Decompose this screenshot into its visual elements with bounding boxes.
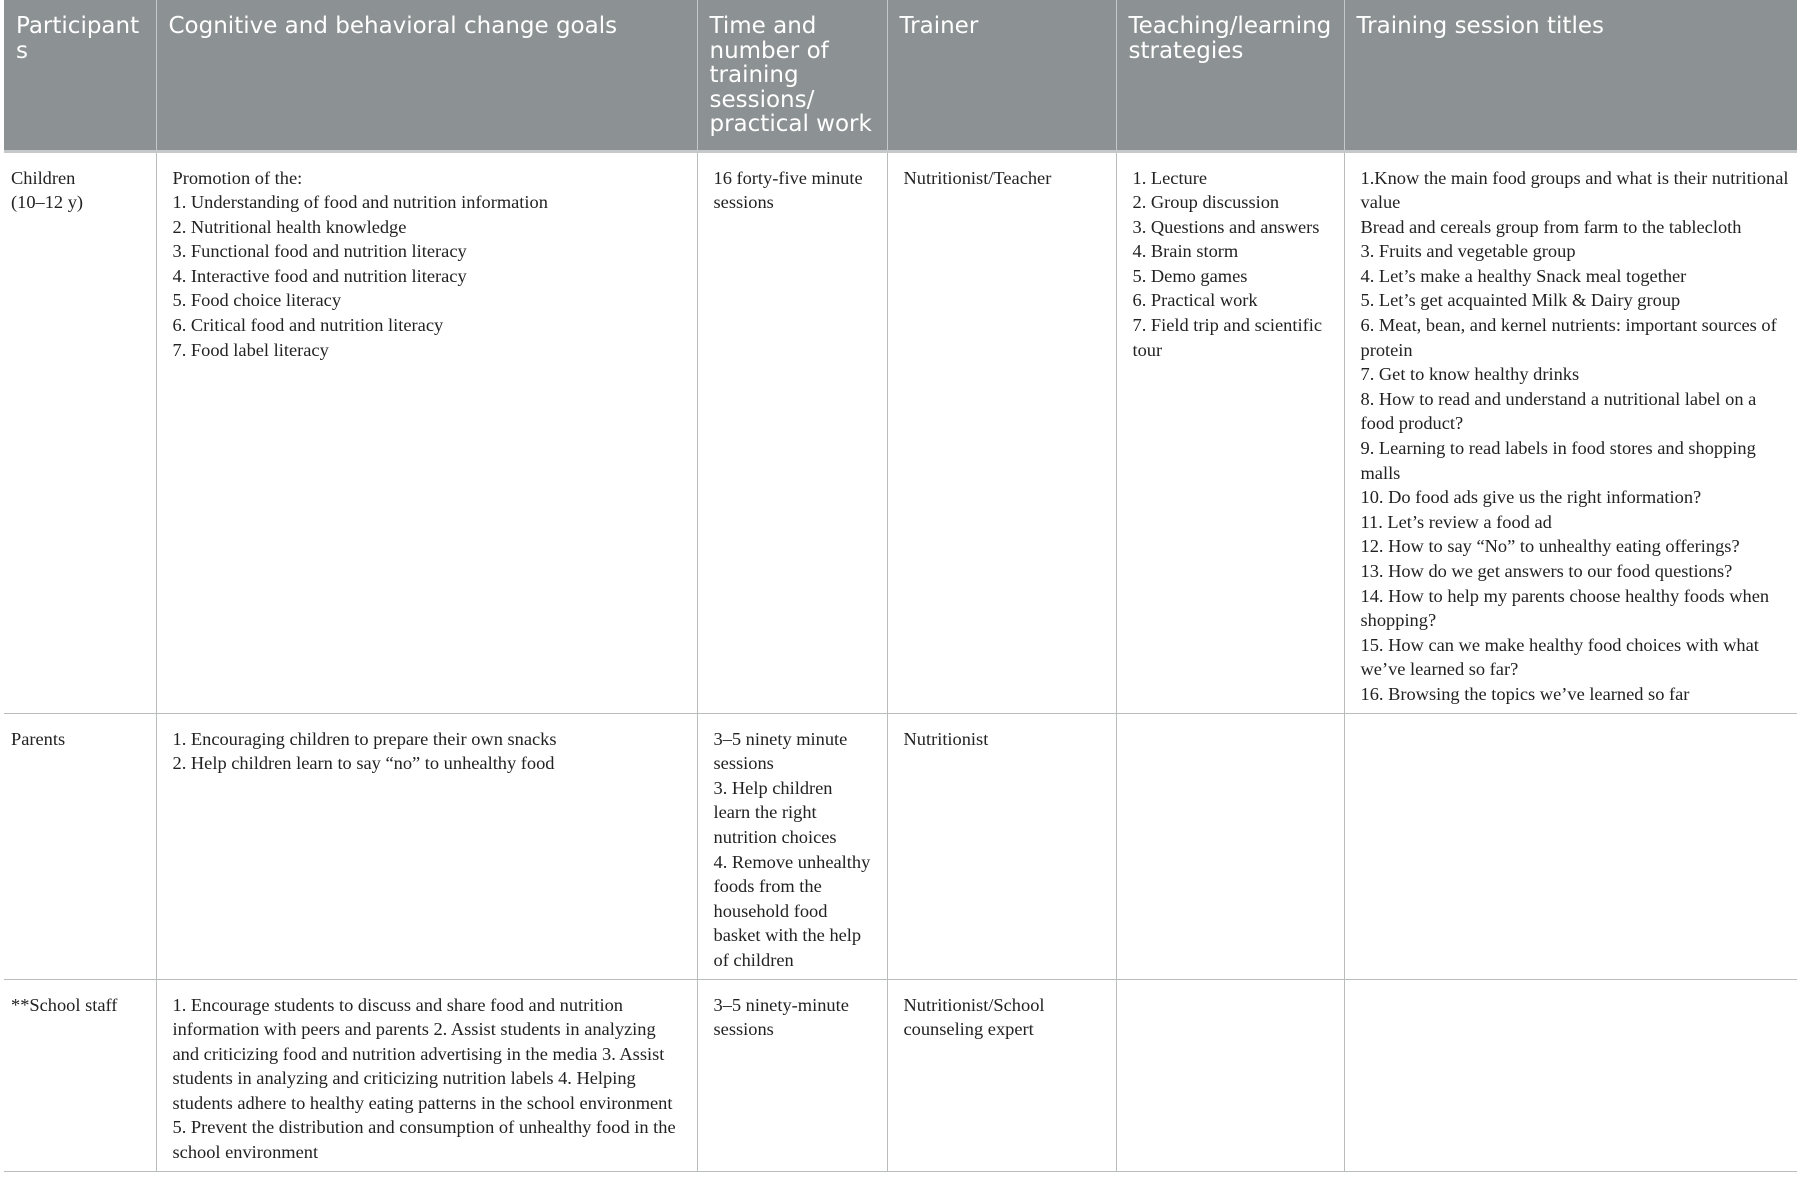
cell-goals <box>156 713 697 979</box>
time-item: 3. Help children learn the right nutrition choices <box>713 777 837 847</box>
table-header <box>4 0 1797 151</box>
cell-line: (10–12 y) <box>11 192 84 213</box>
session-title: 10. Do food ads give us the right information? <box>1360 487 1702 508</box>
goal-item: 3. Functional food and nutrition literacy <box>172 241 467 262</box>
cell-time <box>697 713 887 979</box>
session-title: 1.Know the main food groups and what is their nutritional value <box>1360 167 1789 213</box>
time-item: 3–5 ninety-minute sessions <box>713 994 849 1040</box>
session-title: 6. Meat, bean, and kernel nutrients: important sources of protein <box>1360 315 1777 360</box>
header-trainer: Trainer <box>887 0 1116 151</box>
session-title: 11. Let’s review a food ad <box>1360 511 1552 532</box>
goal-item: 2. Help children learn to say “no” to unhealthy food <box>172 753 555 774</box>
cell-time <box>697 151 887 713</box>
cell-strategies <box>1116 979 1344 1171</box>
cell-line: Parents <box>11 728 66 749</box>
session-title: 12. How to say “No” to unhealthy eating offerings? <box>1360 536 1740 557</box>
goal-item: 6. Critical food and nutrition literacy <box>172 315 444 336</box>
time-item: 4. Remove unhealthy foods from the household food basket with the help of children <box>713 851 871 970</box>
cell-participants <box>4 151 156 713</box>
header-strategies: Teaching/learning strategies <box>1116 0 1344 151</box>
cell-trainer: Nutritionist/School counseling expert <box>887 979 1116 1171</box>
session-title: 3. Fruits and vegetable group <box>1360 241 1576 262</box>
cell-goals <box>156 151 697 713</box>
goal-item: 1. Encouraging children to prepare their own snacks <box>172 728 557 749</box>
header-time: Time and number of training sessions/ practical work <box>697 0 887 151</box>
header-goals: Cognitive and behavioral change goals <box>156 0 697 151</box>
cell-line: **School staff <box>11 994 118 1015</box>
cell-trainer: Nutritionist/Teacher <box>887 151 1116 713</box>
session-title: 15. How can we make healthy food choices with what we’ve learned so far? <box>1360 634 1759 680</box>
cell-titles <box>1344 979 1797 1171</box>
time-item: 16 forty-five minute sessions <box>713 167 863 213</box>
goal-item: 1. Encourage students to discuss and share food and nutrition information with peers and parents 2. Assist students in analyzing and criticizing food and nutrition advertising in the media 3. Assist students in analyzing and criticizing nutrition labels 4. Helping students adhere to healthy eating patterns in the school environment 5. Prevent the distribution and consumption of unhealthy food in the school environment <box>172 994 676 1163</box>
header-participants: Participants <box>4 0 156 151</box>
strategy-item: 3. Questions and answers <box>1132 216 1320 237</box>
training-program-table <box>4 0 1797 1172</box>
cell-time <box>697 979 887 1171</box>
strategy-item: 4. Brain storm <box>1132 241 1239 262</box>
goal-item: 1. Understanding of food and nutrition information <box>172 192 548 213</box>
strategy-item: 1. Lecture <box>1132 167 1208 188</box>
session-title: 8. How to read and understand a nutritional label on a food product? <box>1360 388 1757 434</box>
cell-titles <box>1344 151 1797 713</box>
cell-strategies <box>1116 151 1344 713</box>
strategy-item: 2. Group discussion <box>1132 192 1280 213</box>
session-title: Bread and cereals group from farm to the tablecloth <box>1360 216 1742 237</box>
table-row-children <box>4 151 1797 713</box>
cell-strategies <box>1116 713 1344 979</box>
cell-participants <box>4 713 156 979</box>
header-row <box>4 0 1797 151</box>
header-titles: Training session titles <box>1344 0 1797 151</box>
strategy-item: 7. Field trip and scientific tour <box>1132 315 1322 360</box>
cell-participants <box>4 979 156 1171</box>
goal-item: 4. Interactive food and nutrition literacy <box>172 265 467 286</box>
session-title: 13. How do we get answers to our food questions? <box>1360 561 1733 581</box>
session-title: 9. Learning to read labels in food stores and shopping malls <box>1360 438 1756 483</box>
cell-titles <box>1344 713 1797 979</box>
session-title: 5. Let’s get acquainted Milk & Dairy group <box>1360 290 1681 311</box>
goal-item: 7. Food label literacy <box>172 339 329 360</box>
table-body <box>4 151 1797 1171</box>
table-row-parents <box>4 713 1797 979</box>
session-title: 14. How to help my parents choose healthy foods when shopping? <box>1360 585 1770 631</box>
strategy-item: 6. Practical work <box>1132 290 1258 311</box>
goal-item: 5. Food choice literacy <box>172 290 342 311</box>
goal-item: Promotion of the: <box>172 167 303 188</box>
goal-item: 2. Nutritional health knowledge <box>172 216 407 237</box>
session-title: 7. Get to know healthy drinks <box>1360 364 1580 385</box>
time-item: 3–5 ninety minute sessions <box>713 728 848 774</box>
session-title: 4. Let’s make a healthy Snack meal together <box>1360 265 1687 286</box>
table-row-school-staff <box>4 979 1797 1171</box>
cell-line: Children <box>11 167 76 188</box>
cell-trainer: Nutritionist <box>887 713 1116 979</box>
cell-goals <box>156 979 697 1171</box>
strategy-item: 5. Demo games <box>1132 265 1248 286</box>
session-title: 16. Browsing the topics we’ve learned so far <box>1360 683 1690 704</box>
